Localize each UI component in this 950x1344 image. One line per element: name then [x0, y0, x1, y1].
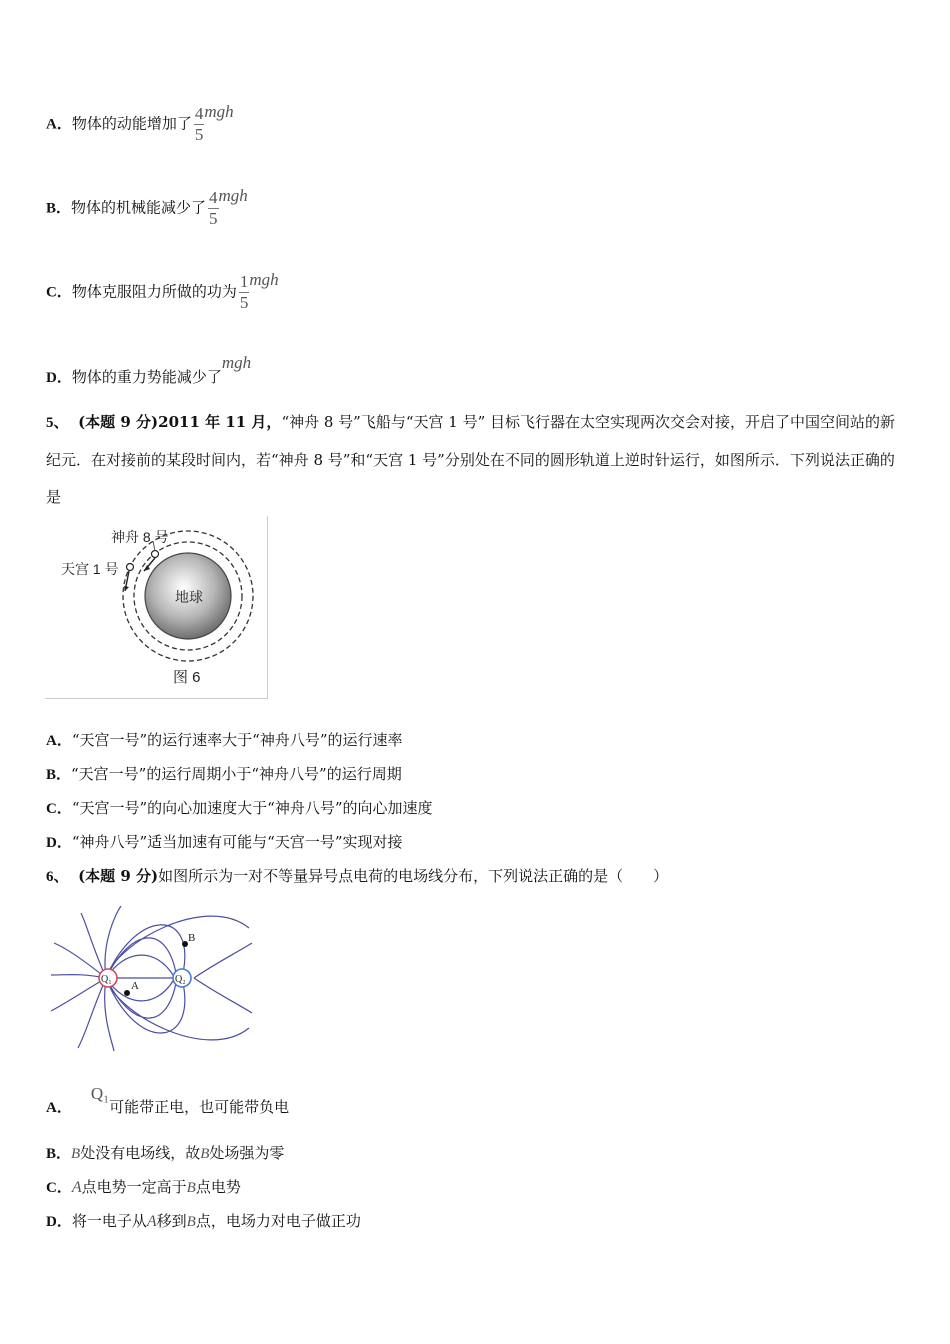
math-symbol: B: [71, 1146, 81, 1162]
fraction-denominator: 5: [209, 209, 218, 228]
option-key: D．: [46, 1214, 72, 1230]
orbit-figure: [45, 516, 268, 699]
math-expression: mgh: [249, 269, 279, 289]
option-key: B．: [46, 200, 72, 217]
fraction-numerator: 1: [239, 272, 249, 291]
option-text: 可能带正电，也可能带负电: [109, 1098, 290, 1116]
field-figure: [46, 903, 256, 1055]
q6-option-a: [46, 1083, 290, 1116]
fraction: [208, 188, 219, 229]
q6-option-d: [46, 1210, 361, 1231]
option-text: “天宫一号”的运行速率大于“神舟八号”的运行速率: [71, 731, 403, 749]
option-key: A．: [46, 1100, 72, 1116]
point-a: [124, 990, 130, 996]
option-text: 处场强为零: [209, 1144, 285, 1162]
option-text: “神舟八号”适当加速有可能与“天宫一号”实现对接: [71, 833, 403, 851]
option-text: “天宫一号”的运行周期小于“神舟八号”的运行周期: [71, 765, 402, 783]
math-expression: mgh: [204, 101, 234, 121]
point-b-label: B: [188, 932, 196, 944]
q4-option-d: [46, 352, 252, 386]
option-text: 移到: [156, 1212, 187, 1230]
fraction: [194, 104, 205, 145]
figure-caption: 图 6: [173, 669, 201, 686]
option-key: A．: [46, 116, 72, 133]
question-meta: (本题 9 分)2011 年 11 月，: [78, 413, 282, 431]
option-text: 点电势: [195, 1178, 241, 1196]
option-text: 点，电场力对电子做正功: [195, 1212, 361, 1230]
option-key: B．: [46, 1146, 72, 1162]
field-lines: [51, 906, 252, 1051]
q4-option-b: [46, 185, 248, 229]
point-a-label: A: [131, 980, 139, 992]
option-text: “天宫一号”的向心加速度大于“神舟八号”的向心加速度: [71, 799, 433, 817]
option-key: B．: [46, 767, 72, 783]
math-expression: mgh: [218, 185, 248, 205]
q2-label: Q₂: [175, 974, 186, 985]
option-text: 物体的动能增加了: [71, 114, 192, 133]
q5-option-a: [46, 729, 403, 750]
shenzhou-spacecraft: [152, 551, 159, 558]
option-key: C．: [46, 284, 72, 301]
tiangong-label: 天宫 1 号: [61, 561, 119, 577]
fraction: [239, 272, 250, 313]
q5-option-d: [46, 831, 403, 852]
fraction-numerator: 4: [194, 104, 204, 123]
q5-option-b: [46, 763, 402, 784]
q4-option-a: [46, 101, 234, 145]
q5-option-c: [46, 797, 433, 818]
q5-stem: [46, 404, 906, 516]
question-number: 6、: [46, 869, 69, 885]
q4-option-c: [46, 269, 279, 313]
charge-symbol: Q₁: [90, 1084, 110, 1103]
option-text: 点电势一定高于: [81, 1178, 187, 1196]
question-text: 如图所示为一对不等量异号点电荷的电场线分布，下列说法正确的是（ ）: [158, 867, 669, 885]
tiangong-spacecraft: [127, 564, 134, 571]
q6-option-c: [46, 1176, 241, 1197]
orbit-diagram: [45, 516, 267, 698]
q6-stem: [46, 865, 668, 886]
option-key: D．: [46, 835, 72, 851]
q1-label: Q₁: [101, 974, 112, 985]
option-key: C．: [46, 801, 72, 817]
math-symbol: A: [146, 1213, 157, 1230]
electric-field-diagram: [46, 903, 256, 1055]
option-text: 处没有电场线，故: [80, 1144, 201, 1162]
option-key: A．: [46, 733, 72, 749]
math-expression: mgh: [221, 353, 252, 372]
math-symbol: B: [186, 1180, 196, 1196]
fraction-numerator: 4: [209, 188, 218, 207]
question-number: 5、: [46, 415, 69, 431]
question-meta: (本题 9 分): [78, 867, 159, 885]
earth-label: 地球: [175, 589, 203, 605]
option-text: 物体克服阻力所做的功为: [71, 282, 237, 301]
shenzhou-label: 神舟 8 号: [111, 529, 169, 545]
option-text: 物体的重力势能减少了: [71, 368, 222, 386]
q6-option-b: [46, 1142, 284, 1163]
question-text: “神舟 8 号”飞船与“天宫 1 号” 目标飞行器在太空实现两次交会对接，开启了中国空间站的新纪元．在对接前的某段时间内，若“神舟 8 号”和“天宫 1 号”分别处在不同的圆形轨道上逆时针运行，如图所示．下列说法正确的是: [46, 413, 896, 506]
option-text: 将一电子从: [71, 1212, 147, 1230]
fraction-denominator: 5: [239, 293, 249, 312]
math-symbol: B: [186, 1214, 196, 1230]
math-symbol: A: [71, 1179, 82, 1196]
option-text: 物体的机械能减少了: [71, 198, 207, 217]
option-key: C．: [46, 1180, 72, 1196]
fraction-denominator: 5: [194, 125, 204, 144]
math-symbol: B: [200, 1146, 210, 1162]
option-key: D．: [46, 370, 72, 386]
